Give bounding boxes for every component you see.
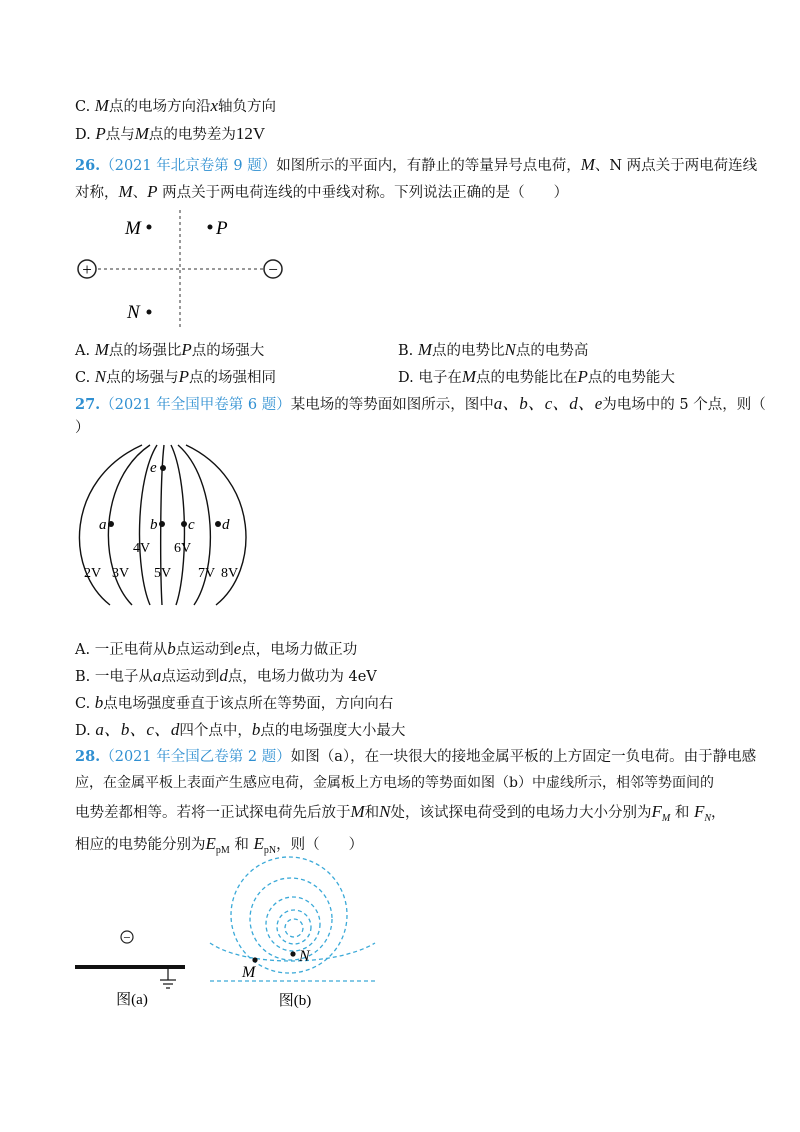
voltage-2v: 2V [84, 566, 102, 581]
voltage-5v: 5V [154, 566, 172, 581]
q26-option-a[interactable]: A. M点的场强比P点的场强大 [75, 340, 265, 359]
point-b-label: b [150, 517, 158, 533]
equipotential-circle-1 [231, 857, 347, 973]
q27-option-b[interactable]: B. 一电子从a点运动到d点，电场力做功为 4eV [75, 666, 377, 685]
q27-option-d[interactable]: D. a、b、c、d四个点中，b点的电场强度大小最大 [75, 720, 406, 739]
q26-option-c[interactable]: C. N点的场强与P点的场强相同 [75, 367, 277, 386]
negative-charge-sign: − [123, 930, 131, 945]
point-m-label: M [242, 964, 256, 981]
q26-stem-line2: 对称，M、P 两点关于两电荷连线的中垂线对称。下列说法正确的是（ ） [75, 182, 569, 201]
q28-stem-line2: 应，在金属平板上表面产生感应电荷，金属板上方电场的等势面如图（b）中虚线所示，相邻等势面间的 [75, 775, 714, 791]
point-d-dot [215, 521, 221, 527]
q27-option-a[interactable]: A. 一正电荷从b点运动到e点，电场力做正功 [75, 639, 358, 658]
point-p-label: P [216, 218, 228, 239]
voltage-6v: 6V [174, 541, 192, 556]
positive-charge-sign: + [82, 260, 92, 279]
q26-figure [70, 205, 300, 335]
voltage-4v: 4V [133, 541, 151, 556]
point-d-label: d [222, 517, 230, 533]
point-p-dot [208, 225, 213, 230]
q28-figure-b [205, 855, 380, 1015]
figure-b-caption: 图(b) [278, 993, 312, 1009]
q28-figure-a [70, 920, 190, 1015]
equipotential-circle-4 [277, 910, 311, 944]
voltage-8v: 8V [221, 566, 239, 581]
figure-a-caption: 图(a) [116, 992, 148, 1008]
q26-option-d[interactable]: D. 电子在M点的电势能比在P点的电势能大 [398, 367, 675, 386]
q27-option-c[interactable]: C. b点电场强度垂直于该点所在等势面，方向向右 [75, 693, 394, 712]
q28-stem-line4: 相应的电势能分别为$E_{pM}$ 和 $E_{pN}$，则（ ） [75, 834, 364, 856]
voltage-7v: 7V [198, 566, 216, 581]
q28-stem-line1: 28.（2021 年全国乙卷第 2 题）如图（a），在一块很大的接地金属平板的上方固定一负电荷。由于静电感 [75, 748, 757, 765]
point-m-dot [252, 957, 257, 962]
q27-figure [70, 440, 270, 610]
q27-stem-line2: ） [75, 420, 90, 436]
equipotential-circle-3 [266, 897, 320, 951]
equipotential-circle-5 [285, 919, 303, 937]
point-c-label: c [188, 517, 195, 533]
point-e-dot [160, 465, 166, 471]
negative-charge-sign: − [268, 260, 278, 279]
point-m-dot [147, 225, 152, 230]
point-c-dot [181, 521, 187, 527]
point-n-dot [290, 951, 295, 956]
q26-stem-line1: 26.（2021 年北京卷第 9 题）如图所示的平面内，有静止的等量异号点电荷，M、N 两点关于两电荷连线 [75, 155, 758, 174]
point-n-dot [147, 310, 152, 315]
q27-stem-line1: 27.（2021 年全国甲卷第 6 题）某电场的等势面如图所示，图中a、b、c、d、e为电场中的 5 个点，则（ [75, 394, 766, 413]
prev-option-d: D. P点与M点的电势差为12V [75, 124, 266, 143]
point-a-dot [108, 521, 114, 527]
prev-option-c: C. M点的电场方向沿x轴负方向 [75, 96, 277, 115]
q26-option-b[interactable]: B. M点的电势比N点的电势高 [398, 340, 589, 359]
point-n-label: N [127, 302, 140, 323]
voltage-3v: 3V [112, 566, 130, 581]
point-a-label: a [99, 517, 107, 533]
point-m-label: M [125, 218, 141, 239]
point-b-dot [159, 521, 165, 527]
point-n-label: N [299, 948, 310, 965]
q28-stem-line3: 电势差都相等。若将一正试探电荷先后放于M和N处，该试探电荷受到的电场力大小分别为$F_M$ 和 $F_N$， [75, 802, 726, 824]
point-e-label: e [150, 460, 157, 476]
